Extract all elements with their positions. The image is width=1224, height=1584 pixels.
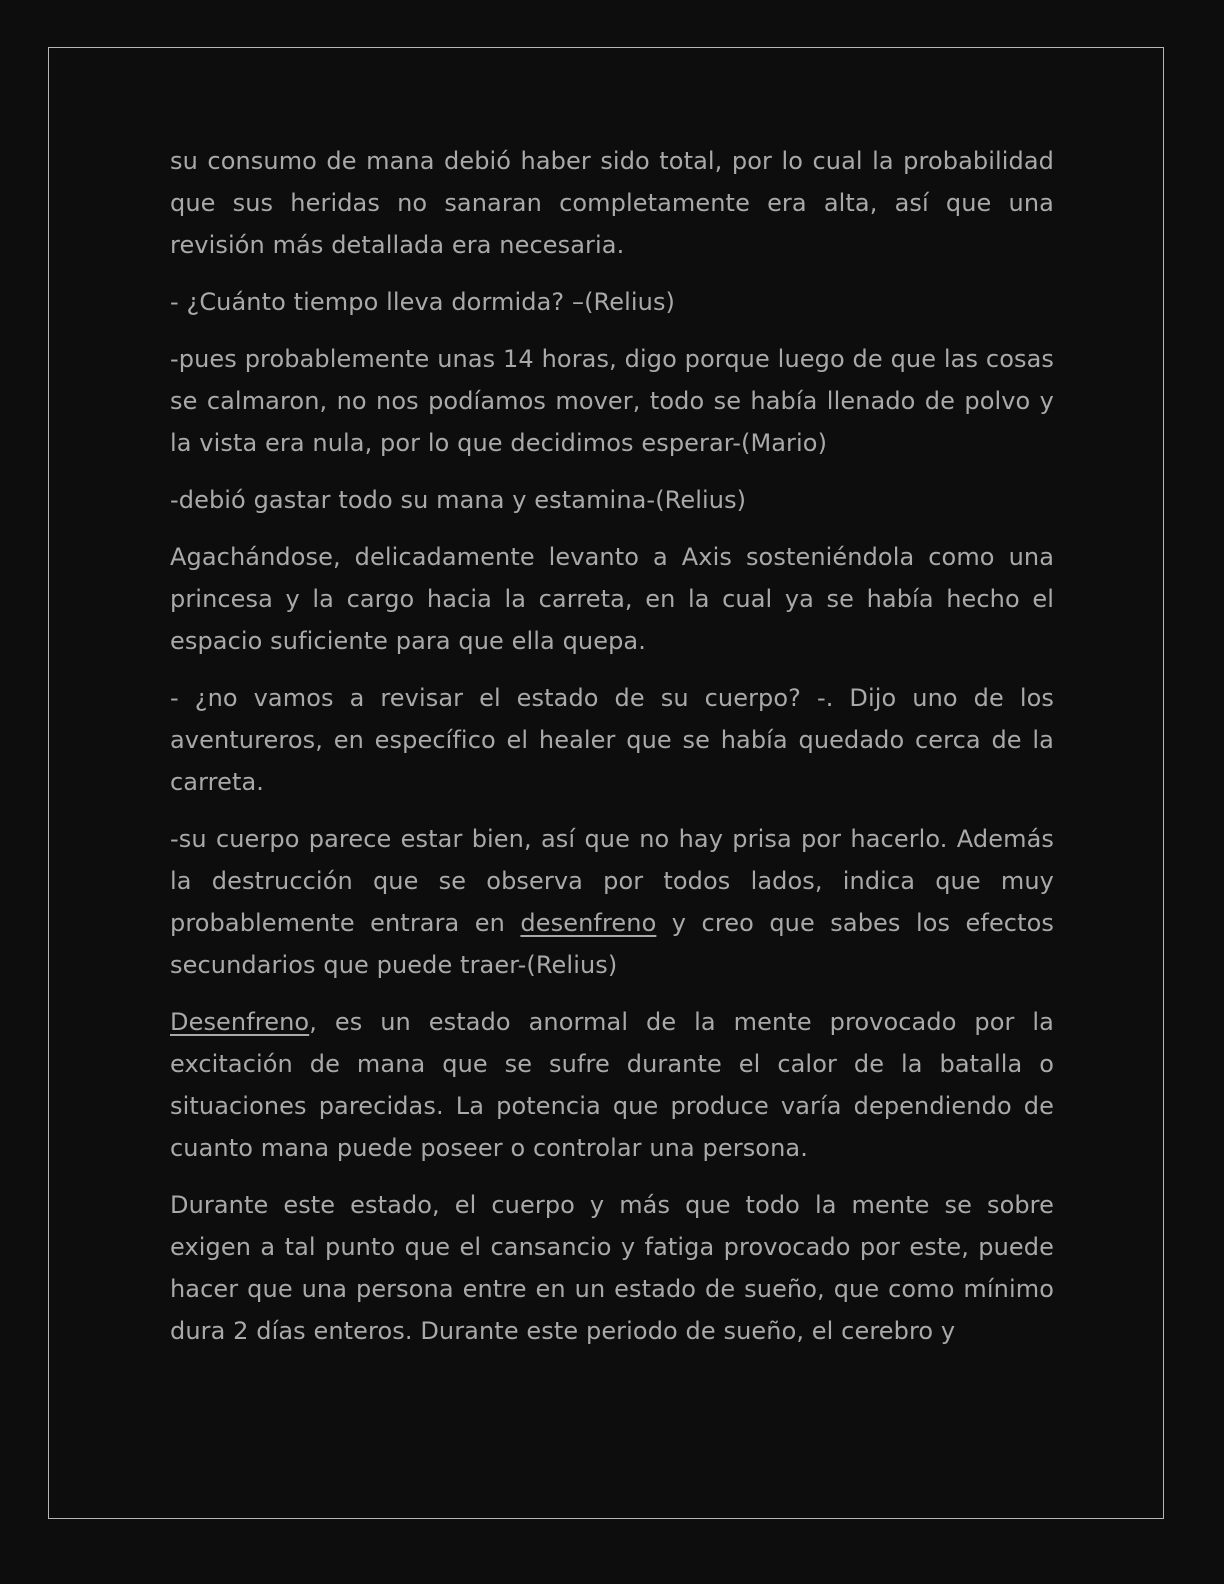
dialogue-line: -debió gastar todo su mana y estamina-(Relius): [170, 486, 747, 514]
dialogue-line: - ¿no vamos a revisar el estado de su cuerpo? -. Dijo uno de los aventureros, en específico el healer que se había quedado cerca de la carreta.: [170, 684, 1054, 796]
underlined-term: Desenfreno: [170, 1008, 310, 1036]
paragraph: Durante este estado, el cuerpo y más que todo la mente se sobre exigen a tal punto que el cansancio y fatiga provocado por este, puede hacer que una persona entre en un estado de sueño, que como mínimo dura 2 días enteros. Durante este periodo de sueño, el cerebro y: [170, 1191, 1054, 1345]
dialogue-line: -pues probablemente unas 14 horas, digo porque luego de que las cosas se calmaron, no nos podíamos mover, todo se había llenado de polvo y la vista era nula, por lo que decidimos esperar-(Mario): [170, 345, 1054, 457]
text-segment: -su cuerpo parece estar bien, así que no hay prisa por hacerlo. Además la destrucción que se observa por todos lados, indica que muy probablemente entrara en: [170, 825, 1054, 937]
dialogue-line: - ¿Cuánto tiempo lleva dormida? –(Relius): [170, 288, 676, 316]
text-segment: y creo que sabes los efectos secundarios que puede traer-(Relius): [170, 909, 1055, 979]
paragraph: [170, 1001, 1054, 1169]
document-body: [170, 140, 1054, 1367]
underlined-term: desenfreno: [520, 909, 657, 937]
paragraph: Agachándose, delicadamente levanto a Axis sosteniéndola como una princesa y la cargo hacia la carreta, en la cual ya se había hecho el espacio suficiente para que ella quepa.: [170, 543, 1054, 655]
paragraph: su consumo de mana debió haber sido total, por lo cual la probabilidad que sus heridas no sanaran completamente era alta, así que una revisión más detallada era necesaria.: [170, 147, 1054, 259]
dialogue-line: [170, 818, 1054, 986]
text-segment: , es un estado anormal de la mente provocado por la excitación de mana que se sufre durante el calor de la batalla o situaciones parecidas. La potencia que produce varía dependiendo de cuanto mana puede poseer o controlar una persona.: [170, 1008, 1054, 1162]
